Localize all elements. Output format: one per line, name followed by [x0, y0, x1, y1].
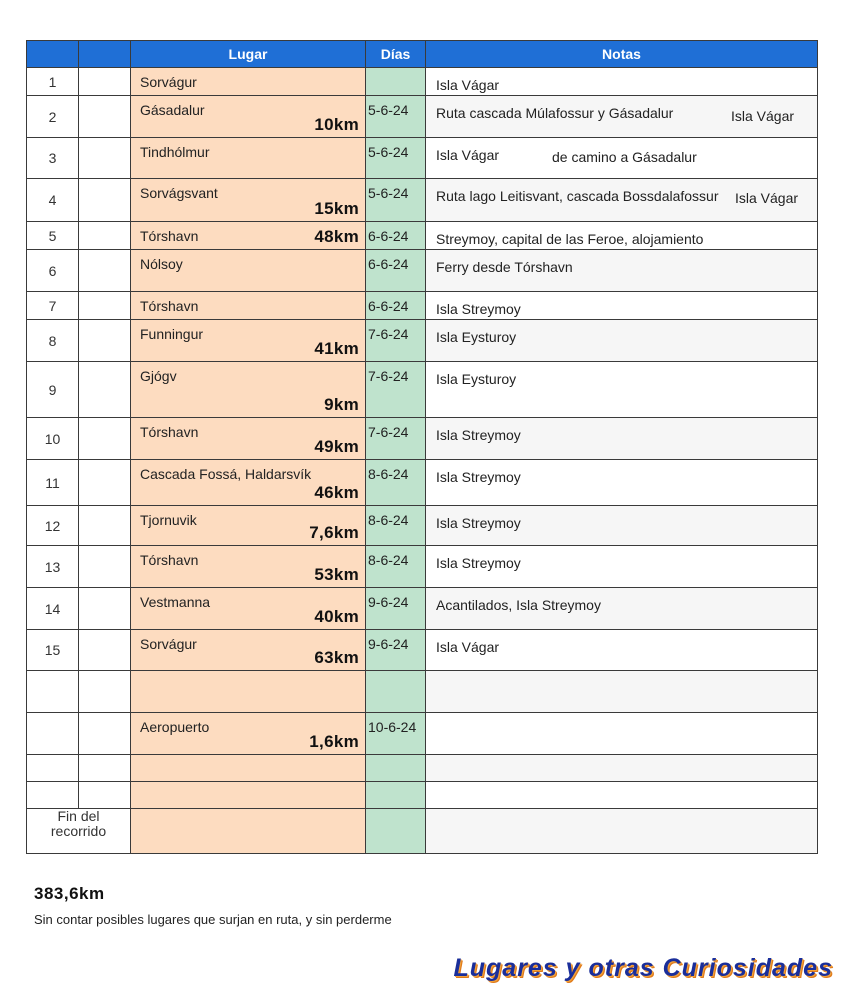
place-cell: [131, 68, 366, 96]
row-blank-cell: [79, 138, 131, 179]
place-name: Cascada Fossá, Haldarsvík: [140, 466, 312, 482]
note-text: Isla Vágar: [436, 147, 500, 163]
row-blank-cell: [79, 292, 131, 320]
row-blank-cell: [79, 320, 131, 362]
row-blank-cell: [79, 782, 131, 809]
place-name: Tórshavn: [140, 424, 199, 440]
distance-label: 63km: [314, 648, 359, 667]
place-cell: [131, 179, 366, 222]
table-row: [27, 418, 818, 460]
notes-cell: [426, 671, 818, 713]
place-name: Nólsoy: [140, 256, 183, 272]
place-cell: [131, 138, 366, 179]
end-label-line1: Fin del: [57, 808, 100, 824]
note-text: Isla Vágar: [436, 639, 500, 655]
notes-cell: [426, 96, 818, 138]
notes-cell: [426, 755, 818, 782]
notes-cell: [426, 418, 818, 460]
note-text: Isla Streymoy: [436, 555, 521, 571]
place-cell: [131, 320, 366, 362]
date-label: 5-6-24: [368, 144, 409, 160]
note-secondary-text: Isla Vágar: [731, 108, 795, 124]
place-cell: [131, 755, 366, 782]
row-number: 11: [27, 460, 79, 506]
place-name: Vestmanna: [140, 594, 211, 610]
day-cell: [366, 292, 426, 320]
note-text: Acantilados, Isla Streymoy: [436, 597, 601, 613]
row-number: 8: [27, 320, 79, 362]
table-row: [27, 506, 818, 546]
row-number: 14: [27, 588, 79, 630]
place-cell: [131, 506, 366, 546]
place-cell: [131, 460, 366, 506]
date-label: 8-6-24: [368, 466, 409, 482]
date-label: [366, 68, 425, 74]
place-name: Tórshavn: [140, 552, 199, 568]
table-row: [27, 362, 818, 418]
notes-cell: [426, 782, 818, 809]
row-blank-cell: [79, 250, 131, 292]
distance-label: 15km: [314, 199, 359, 218]
header-num: [27, 41, 79, 68]
day-cell: [366, 671, 426, 713]
row-number: [27, 755, 79, 782]
place-cell: [131, 96, 366, 138]
note-text: Isla Streymoy: [436, 515, 521, 531]
note-text: Isla Streymoy: [436, 469, 521, 485]
date-label: [366, 671, 425, 677]
note-text: Isla Eysturoy: [436, 329, 517, 345]
date-label: 9-6-24: [368, 594, 409, 610]
notes-cell: [426, 630, 818, 671]
date-label: 10-6-24: [368, 719, 417, 735]
date-label: 5-6-24: [368, 102, 409, 118]
date-label: [366, 755, 425, 761]
notes-cell: [426, 362, 818, 418]
place-cell: [131, 630, 366, 671]
note-text: Isla Streymoy: [436, 427, 521, 443]
date-label: 7-6-24: [368, 326, 409, 342]
notes-cell: [426, 68, 818, 96]
row-number: 5: [27, 222, 79, 250]
row-number: 12: [27, 506, 79, 546]
row-blank-cell: [79, 546, 131, 588]
day-cell: [366, 546, 426, 588]
day-cell: [366, 418, 426, 460]
row-number: 6: [27, 250, 79, 292]
distance-label: 40km: [314, 607, 359, 626]
date-label: 7-6-24: [368, 368, 409, 384]
distance-label: 49km: [314, 437, 359, 456]
place-name: Tórshavn: [140, 228, 199, 244]
notes-cell: [426, 546, 818, 588]
distance-label: 1,6km: [309, 732, 359, 751]
place-cell: [131, 782, 366, 809]
row-number: 7: [27, 292, 79, 320]
row-blank-cell: [79, 179, 131, 222]
notes-cell: [426, 320, 818, 362]
header-place: Lugar: [131, 41, 366, 68]
distance-label: 7,6km: [309, 523, 359, 542]
day-cell: [366, 222, 426, 250]
day-cell: [366, 713, 426, 755]
notes-cell: [426, 506, 818, 546]
day-cell: [366, 506, 426, 546]
table-row: [27, 68, 818, 96]
table-row: [27, 755, 818, 782]
note-text: Isla Eysturoy: [436, 371, 517, 387]
distance-label: 10km: [314, 115, 359, 134]
note-text: Ferry desde Tórshavn: [436, 259, 573, 275]
table-row: [27, 460, 818, 506]
date-label: 5-6-24: [368, 185, 409, 201]
row-number: [27, 671, 79, 713]
table-row: [27, 179, 818, 222]
day-cell: [366, 179, 426, 222]
row-number: 2: [27, 96, 79, 138]
distance-label: 48km: [314, 227, 359, 246]
note-text: Isla Vágar: [436, 77, 500, 93]
notes-cell: [426, 713, 818, 755]
day-cell: [366, 68, 426, 96]
end-of-route-row: [27, 809, 818, 854]
place-cell: [131, 292, 366, 320]
row-number: 10: [27, 418, 79, 460]
table-row: [27, 630, 818, 671]
day-cell: [366, 460, 426, 506]
row-number: [27, 713, 79, 755]
table-row: [27, 782, 818, 809]
day-cell: [366, 630, 426, 671]
place-cell: [131, 588, 366, 630]
place-cell: [131, 418, 366, 460]
place-name: Sorvágsvant: [140, 185, 218, 201]
day-cell: [366, 250, 426, 292]
day-cell: [366, 782, 426, 809]
place-name: Gjógv: [140, 368, 177, 384]
place-cell: [131, 362, 366, 418]
day-cell: [366, 809, 426, 854]
row-number: 1: [27, 68, 79, 96]
place-name: Aeropuerto: [140, 719, 210, 735]
place-cell: [131, 546, 366, 588]
day-cell: [366, 755, 426, 782]
table-row: [27, 546, 818, 588]
row-blank-cell: [79, 671, 131, 713]
place-cell: [131, 809, 366, 854]
brand-logo-text: Lugares y otras Curiosidades: [453, 954, 833, 982]
row-blank-cell: [79, 460, 131, 506]
disclaimer-text: Sin contar posibles lugares que surjan en ruta, y sin perderme: [34, 912, 392, 927]
date-label: 6-6-24: [368, 228, 409, 244]
row-blank-cell: [79, 68, 131, 96]
notes-cell: [426, 222, 818, 250]
table-row: [27, 292, 818, 320]
date-label: 8-6-24: [368, 512, 409, 528]
total-distance: 383,6km: [34, 884, 105, 903]
row-blank-cell: [79, 630, 131, 671]
note-text: Ruta lago Leitisvant, cascada Bossdalafossur: [436, 188, 719, 204]
note-text: Streymoy, capital de las Feroe, alojamiento: [436, 231, 704, 247]
place-name: Tjornuvik: [140, 512, 197, 528]
place-cell: [131, 671, 366, 713]
row-blank-cell: [79, 362, 131, 418]
notes-cell: [426, 460, 818, 506]
date-label: 9-6-24: [368, 636, 409, 652]
distance-label: 41km: [314, 339, 359, 358]
place-cell: [131, 250, 366, 292]
table-row: [27, 250, 818, 292]
notes-cell: [426, 588, 818, 630]
date-label: 6-6-24: [368, 298, 409, 314]
row-blank-cell: [79, 506, 131, 546]
place-name: Sorvágur: [140, 74, 197, 90]
header-notes: Notas: [426, 41, 818, 68]
day-cell: [366, 96, 426, 138]
table-row: [27, 222, 818, 250]
row-number: 4: [27, 179, 79, 222]
table-row: [27, 588, 818, 630]
row-blank-cell: [79, 755, 131, 782]
header-row: [27, 41, 818, 68]
notes-cell: [426, 179, 818, 222]
table-row: [27, 138, 818, 179]
day-cell: [366, 320, 426, 362]
table-row: [27, 713, 818, 755]
notes-cell: [426, 250, 818, 292]
table-row: [27, 671, 818, 713]
date-label: 8-6-24: [368, 552, 409, 568]
place-name: Gásadalur: [140, 102, 205, 118]
distance-label: 46km: [314, 483, 359, 502]
header-blank: [79, 41, 131, 68]
place-cell: [131, 222, 366, 250]
row-number: [27, 782, 79, 809]
notes-cell: [426, 809, 818, 854]
row-number: 13: [27, 546, 79, 588]
day-cell: [366, 362, 426, 418]
row-blank-cell: [79, 222, 131, 250]
day-cell: [366, 588, 426, 630]
date-label: 6-6-24: [368, 256, 409, 272]
row-number: 3: [27, 138, 79, 179]
row-blank-cell: [79, 713, 131, 755]
day-cell: [366, 138, 426, 179]
end-of-route-label: [27, 809, 131, 854]
place-name: Tindhólmur: [140, 144, 210, 160]
place-cell: [131, 713, 366, 755]
itinerary-body: [27, 68, 818, 854]
notes-cell: [426, 292, 818, 320]
end-label-line2: recorrido: [50, 823, 107, 839]
note-secondary-text: Isla Vágar: [735, 190, 799, 206]
distance-label: 9km: [324, 395, 359, 414]
note-text: Isla Streymoy: [436, 301, 521, 317]
date-label: [366, 782, 425, 788]
row-blank-cell: [79, 96, 131, 138]
place-name: Tórshavn: [140, 298, 199, 314]
row-blank-cell: [79, 418, 131, 460]
header-days: Días: [366, 41, 426, 68]
distance-label: 53km: [314, 565, 359, 584]
table-row: [27, 96, 818, 138]
place-name: Funningur: [140, 326, 204, 342]
row-number: 9: [27, 362, 79, 418]
itinerary-table: [26, 40, 818, 854]
row-blank-cell: [79, 588, 131, 630]
notes-cell: [426, 138, 818, 179]
table-row: [27, 320, 818, 362]
note-text: Ruta cascada Múlafossur y Gásadalur: [436, 105, 674, 121]
note-secondary-text: de camino a Gásadalur: [552, 149, 697, 165]
place-name: Sorvágur: [140, 636, 197, 652]
row-number: 15: [27, 630, 79, 671]
date-label: 7-6-24: [368, 424, 409, 440]
